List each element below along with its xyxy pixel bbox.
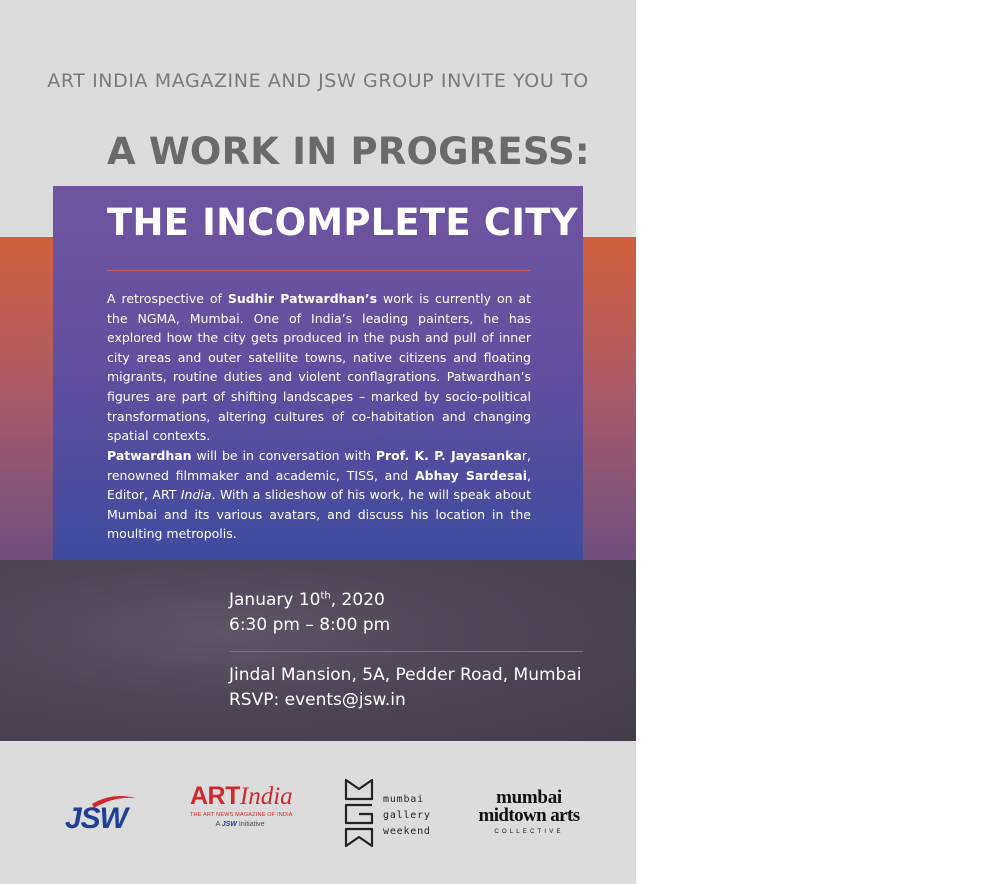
mgw-logo-mark-icon: [343, 777, 375, 849]
mma-line-3: COLLECTIVE: [494, 829, 564, 835]
artindia-art: ART: [190, 782, 240, 810]
mgw-line-2: gallery: [383, 810, 431, 821]
mgw-w-shape: [346, 829, 372, 846]
mgw-wordmark: [383, 792, 431, 840]
text-span: r, renowned filmmaker and academic, TISS, and: [107, 448, 531, 483]
event-time: 6:30 pm – 8:00 pm: [229, 615, 391, 635]
jsw-logo: [52, 788, 142, 836]
title-line-2: THE INCOMPLETE CITY: [107, 201, 578, 244]
artist-name: Sudhir Patwardhan’s: [227, 291, 378, 306]
event-venue: Jindal Mansion, 5A, Pedder Road, Mumbai: [229, 665, 582, 685]
mgw-m-shape: [346, 780, 372, 799]
mma-line-2: midtown arts: [478, 805, 580, 826]
speaker-name: Prof. K. P. Jayasanka: [375, 448, 522, 463]
mma-line-1: mumbai: [496, 787, 562, 808]
artindia-india: India: [239, 783, 293, 810]
text-span: A retrospective of: [107, 291, 228, 306]
divider-rule-event: [229, 651, 583, 652]
editor-name: Abhay Sardesai: [414, 467, 528, 483]
artindia-initiative: [190, 821, 290, 828]
text-span: , Editor, ART: [107, 467, 532, 503]
mgw-line-1: mumbai: [383, 794, 424, 805]
initiative-jsw: JSW: [221, 821, 237, 828]
initiative-suffix: Initiative: [236, 821, 265, 828]
artindia-tagline: THE ART NEWS MAGAZINE OF INDIA: [190, 812, 293, 818]
date-suffix: , 2020: [330, 590, 385, 610]
mma-logo: [470, 789, 588, 835]
title-line-1: A WORK IN PROGRESS:: [107, 130, 590, 173]
artindia-logo: [190, 782, 293, 838]
jsw-wordmark: JSW: [64, 802, 128, 835]
rsvp-email[interactable]: RSVP: events@jsw.in: [229, 690, 406, 710]
date-superscript: th: [320, 590, 331, 602]
artist-surname: Patwardhan: [107, 448, 192, 463]
invite-line: ART INDIA MAGAZINE AND JSW GROUP INVITE YOU TO: [47, 70, 589, 92]
italic-india: India: [180, 487, 212, 503]
text-span: work is currently on at the NGMA, Mumbai. One of India’s leading painters, he has explored how the city gets produced in the push and pull of inner city areas and outer satellite towns, native citizens and floating migrants, routine duties and violent conflagrations. Patwardhan’s figures are part of shifting landscapes – marked by socio-political transformations, altering cultures of co-habitation and changing spatial contexts.: [107, 291, 531, 444]
artindia-wordmark: [190, 782, 293, 810]
text-span: . With a slideshow of his work, he will speak about Mumbai and its various avatars, and discuss his location in the moulting metropolis.: [107, 487, 531, 542]
divider-rule-top: [107, 270, 530, 271]
initiative-prefix: A: [215, 821, 222, 828]
event-date: [229, 590, 385, 610]
conversation-paragraph: [107, 446, 531, 544]
text-span: will be in conversation with: [191, 448, 376, 463]
description-paragraph: [107, 289, 531, 446]
date-prefix: January 10: [229, 590, 321, 610]
mgw-g-shape: [346, 805, 372, 823]
mgw-line-3: weekend: [383, 826, 431, 837]
